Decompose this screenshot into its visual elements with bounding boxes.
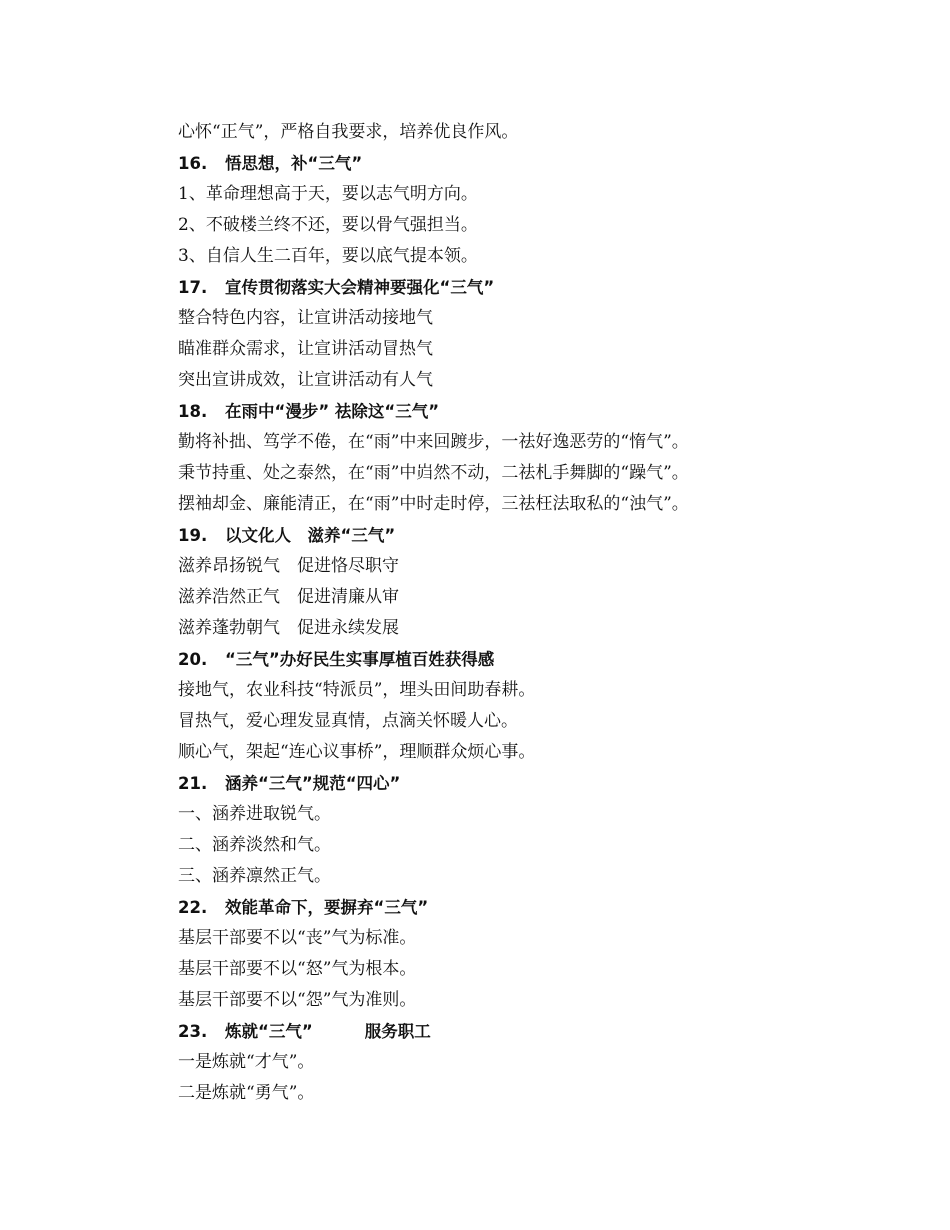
section-heading: [178, 892, 878, 923]
list-item: 基层干部要不以“怨”气为准则。: [178, 990, 417, 1010]
list-item: 顺心气，架起“连心议事桥”，理顺群众烦心事。: [178, 742, 536, 762]
list-item: 一是炼就“才气”。: [178, 1052, 315, 1072]
section-heading: [178, 1016, 878, 1047]
list-item: 三、涵养凛然正气。: [178, 866, 331, 886]
section-title: 以文化人 滋养“三气”: [225, 526, 396, 545]
list-item: 整合特色内容，让宣讲活动接地气: [178, 308, 433, 328]
list-item: 基层干部要不以“丧”气为标准。: [178, 928, 417, 948]
intro-line: 心怀“正气”，严格自我要求，培养优良作风。: [178, 122, 519, 142]
list-item: 接地气，农业科技“特派员”，埋头田间助春耕。: [178, 680, 536, 700]
section-21: [178, 768, 878, 892]
section-title: 涵养“三气”规范“四心”: [225, 774, 401, 793]
section-number: 21.: [178, 774, 208, 793]
section-title: 在雨中“漫步” 祛除这“三气”: [225, 402, 440, 421]
section-16: [178, 148, 878, 272]
list-item: 2、不破楼兰终不还，要以骨气强担当。: [178, 215, 478, 235]
section-heading: [178, 520, 878, 551]
section-heading: [178, 644, 878, 675]
section-heading: [178, 148, 878, 179]
section-number: 17.: [178, 278, 208, 297]
section-title: 悟思想，补“三气”: [225, 154, 363, 173]
section-heading: [178, 768, 878, 799]
section-number: 18.: [178, 402, 208, 421]
section-title: “三气”办好民生实事厚植百姓获得感: [225, 650, 495, 669]
section-22: [178, 892, 878, 1016]
section-title: 宣传贯彻落实大会精神要强化“三气”: [225, 278, 495, 297]
list-item: 瞄准群众需求，让宣讲活动冒热气: [178, 339, 433, 359]
list-item: 突出宣讲成效，让宣讲活动有人气: [178, 370, 433, 390]
list-item: 3、自信人生二百年，要以底气提本领。: [178, 246, 478, 266]
list-item: 二、涵养淡然和气。: [178, 835, 331, 855]
section-23: [178, 1016, 878, 1109]
document-body: [178, 117, 878, 1109]
section-title: 效能革命下，要摒弃“三气”: [225, 898, 429, 917]
section-title: 炼就“三气”: [225, 1022, 313, 1041]
list-item: 一、涵养进取锐气。: [178, 804, 331, 824]
section-heading: [178, 272, 878, 303]
list-item: 秉节持重、处之泰然，在“雨”中岿然不动，二祛札手舞脚的“躁气”。: [178, 463, 689, 483]
list-item: 滋养昂扬锐气 促进恪尽职守: [178, 556, 399, 576]
list-item: 基层干部要不以“怒”气为根本。: [178, 959, 417, 979]
list-item: 二是炼就“勇气”。: [178, 1083, 315, 1103]
list-item: 摆袖却金、廉能清正，在“雨”中时走时停，三祛枉法取私的“浊气”。: [178, 494, 689, 514]
section-number: 19.: [178, 526, 208, 545]
list-item: 滋养浩然正气 促进清廉从审: [178, 587, 399, 607]
list-item: 1、革命理想高于天，要以志气明方向。: [178, 184, 478, 204]
section-number: 16.: [178, 154, 208, 173]
section-number: 22.: [178, 898, 208, 917]
section-number: 20.: [178, 650, 208, 669]
section-subtitle: 服务职工: [364, 1022, 431, 1041]
section-17: [178, 272, 878, 396]
list-item: 滋养蓬勃朝气 促进永续发展: [178, 618, 399, 638]
section-20: [178, 644, 878, 768]
section-19: [178, 520, 878, 644]
list-item: 冒热气，爱心理发显真情，点滴关怀暖人心。: [178, 711, 518, 731]
section-number: 23.: [178, 1022, 208, 1041]
list-item: 勤将补拙、笃学不倦，在“雨”中来回踱步，一祛好逸恶劳的“惰气”。: [178, 432, 689, 452]
section-18: [178, 396, 878, 520]
section-heading: [178, 396, 878, 427]
